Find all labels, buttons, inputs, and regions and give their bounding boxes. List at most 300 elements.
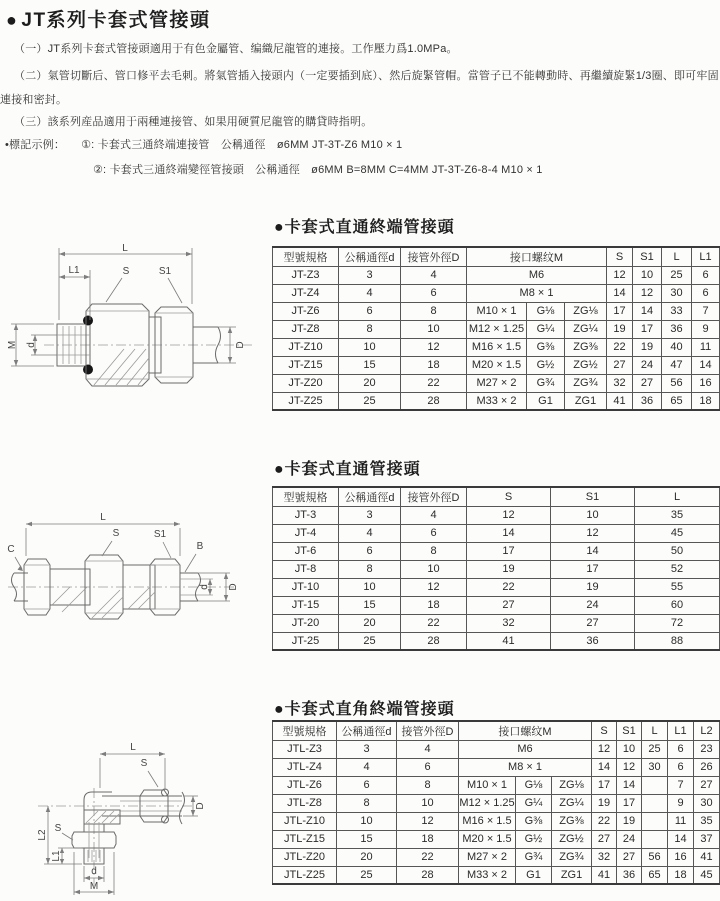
- table-cell: 12: [633, 284, 662, 302]
- table-cell: 36: [633, 392, 662, 410]
- table-cell: 12: [401, 338, 467, 356]
- table-cell: M27 × 2: [467, 374, 527, 392]
- table-cell: 8: [337, 794, 397, 812]
- table-cell: 8: [339, 320, 401, 338]
- table-cell: 15: [337, 830, 397, 848]
- table-cell: 33: [662, 302, 692, 320]
- column-header: S: [467, 487, 551, 506]
- table-cell: G¾: [527, 374, 565, 392]
- table-cell: 17: [617, 794, 642, 812]
- table-cell: 4: [339, 284, 401, 302]
- dim-label-D: D: [195, 802, 206, 810]
- table-cell: JTL-Z15: [273, 830, 337, 848]
- table-cell: 27: [633, 374, 662, 392]
- table-cell: 7: [692, 302, 720, 320]
- section-title-straight-terminal: [274, 214, 455, 237]
- table-cell: JTL-Z25: [273, 866, 337, 884]
- table-row: [273, 266, 720, 284]
- section-title-text: 卡套式直角終端管接頭: [284, 701, 455, 718]
- table-cell: 22: [401, 374, 467, 392]
- table-cell: 4: [397, 740, 459, 758]
- column-header: L2: [694, 721, 720, 740]
- table-cell: 27: [551, 614, 635, 632]
- table-cell: 14: [692, 356, 720, 374]
- table-cell: 40: [662, 338, 692, 356]
- dim-label-m: M: [7, 340, 18, 350]
- table-cell: 6: [339, 542, 401, 560]
- column-header: S1: [633, 247, 662, 266]
- table-cell: ZG¼: [565, 320, 607, 338]
- dim-label-d: d: [26, 342, 37, 348]
- ferrule-ball: [162, 789, 169, 796]
- marking-example-label: •標記示例：: [5, 139, 66, 151]
- intro-para-1: （一）JT系列卡套式管接頭適用于有色金屬管、编織尼龍管的連接。工作壓力爲1.0MPa。: [14, 43, 458, 55]
- table-cell: ZG⅜: [565, 338, 607, 356]
- table-cell: 27: [617, 848, 642, 866]
- column-header: 接管外徑D: [401, 487, 467, 506]
- column-header: S: [607, 247, 633, 266]
- dim-label-b: B: [196, 541, 204, 552]
- table-cell: 36: [551, 632, 635, 650]
- table-cell: 27: [592, 830, 617, 848]
- table-cell: 19: [617, 812, 642, 830]
- column-header: 公稱通徑d: [339, 247, 401, 266]
- table-cell: 45: [694, 866, 720, 884]
- table-cell: M16 × 1.5: [467, 338, 527, 356]
- table-cell: ZG¼: [552, 794, 592, 812]
- right-angle-table: [272, 720, 720, 885]
- table-cell: 6: [401, 284, 467, 302]
- table-cell: JT-Z4: [273, 284, 339, 302]
- dim-label-s: S: [122, 266, 130, 277]
- dim-label-l2: L2: [37, 829, 48, 841]
- table-cell: 10: [339, 338, 401, 356]
- table-cell: 6: [668, 740, 694, 758]
- table-row: [273, 320, 720, 338]
- intro-para-2: （二）氣管切斷后、管口修平去毛刺。將氣管插入接頭内（一定要插到底）、然后旋緊管帽。當管子已不能轉動時、再繼續旋緊1/3圈、即可牢固連接和密封。: [0, 70, 719, 106]
- table-cell: 25: [339, 632, 401, 650]
- table-cell: 17: [607, 302, 633, 320]
- table-cell: M16 × 1.5: [459, 812, 516, 830]
- table-cell: 12: [617, 758, 642, 776]
- table-cell: G1: [516, 866, 552, 884]
- straight-union-table: [272, 486, 720, 651]
- marking-example-line1: [5, 136, 402, 152]
- table-row: [273, 284, 720, 302]
- table-cell: 22: [592, 812, 617, 830]
- table-cell: 28: [401, 392, 467, 410]
- table-cell: 32: [467, 614, 551, 632]
- table-cell: M6: [459, 740, 592, 758]
- table-cell: 14: [617, 776, 642, 794]
- table-row: [273, 614, 720, 632]
- table-cell: 10: [337, 812, 397, 830]
- table-row: [273, 356, 720, 374]
- table-cell: 10: [551, 506, 635, 524]
- section-title-text: 卡套式直通終端管接頭: [284, 219, 455, 236]
- table-row: [273, 374, 720, 392]
- table-cell: 3: [337, 740, 397, 758]
- column-header: 公稱通徑d: [339, 487, 401, 506]
- section-bullet-icon: ●: [274, 219, 285, 236]
- column-header: 型號規格: [273, 721, 337, 740]
- table-cell: 19: [467, 560, 551, 578]
- dim-label-s1: S1: [158, 266, 172, 277]
- table-cell: 15: [339, 356, 401, 374]
- table-cell: 28: [401, 632, 467, 650]
- table-cell: 18: [401, 356, 467, 374]
- table-cell: ZG½: [552, 830, 592, 848]
- dim-label-s: S: [112, 528, 120, 539]
- table-cell: M8 × 1: [459, 758, 592, 776]
- table-cell: 14: [668, 830, 694, 848]
- table-cell: 8: [397, 776, 459, 794]
- table-cell: 25: [337, 866, 397, 884]
- table-row: [273, 812, 720, 830]
- table-cell: 10: [401, 560, 467, 578]
- table-cell: JT-6: [273, 542, 339, 560]
- table-cell: 20: [339, 614, 401, 632]
- table-cell: 27: [607, 356, 633, 374]
- table-row: [273, 506, 720, 524]
- table-cell: 22: [607, 338, 633, 356]
- section-title-straight-union: [274, 456, 421, 479]
- table-cell: 36: [662, 320, 692, 338]
- ferrule-ball: [162, 816, 169, 823]
- o-ring-seal: [83, 365, 93, 375]
- diagram-straight-union-fitting: [2, 480, 267, 658]
- table-cell: JT-20: [273, 614, 339, 632]
- table-cell: 88: [635, 632, 720, 650]
- page-title: [6, 5, 211, 32]
- table-row: [273, 578, 720, 596]
- table-cell: 19: [633, 338, 662, 356]
- table-cell: [642, 830, 668, 848]
- column-header: 型號規格: [273, 487, 339, 506]
- table-cell: JT-25: [273, 632, 339, 650]
- table-cell: JTL-Z3: [273, 740, 337, 758]
- table-cell: JT-4: [273, 524, 339, 542]
- column-header: L1: [668, 721, 694, 740]
- table-cell: 19: [551, 578, 635, 596]
- intro-para-3: （三）該系列産品適用于兩種連接管、如果用硬質尼龍管的購貸時指明。: [14, 116, 373, 128]
- straight-terminal-drawing: [2, 240, 267, 408]
- table-cell: 9: [692, 320, 720, 338]
- table-cell: 27: [467, 596, 551, 614]
- table-cell: G⅛: [527, 302, 565, 320]
- o-ring-seal: [83, 316, 93, 326]
- table-cell: 6: [692, 266, 720, 284]
- section-title-right-angle: [274, 696, 455, 719]
- table-row: [273, 302, 720, 320]
- table-cell: 18: [668, 866, 694, 884]
- table-cell: ZG½: [565, 356, 607, 374]
- table-row: [273, 632, 720, 650]
- straight-terminal-table: [272, 246, 720, 411]
- table-row: [273, 740, 720, 758]
- table-cell: 14: [467, 524, 551, 542]
- table-cell: 41: [467, 632, 551, 650]
- table-row: [273, 596, 720, 614]
- table-cell: 32: [607, 374, 633, 392]
- table-cell: 35: [694, 812, 720, 830]
- table-cell: JT-Z10: [273, 338, 339, 356]
- column-header: S: [592, 721, 617, 740]
- table-cell: 6: [692, 284, 720, 302]
- table-cell: M10 × 1: [459, 776, 516, 794]
- table-cell: 20: [337, 848, 397, 866]
- table-cell: M8 × 1: [467, 284, 607, 302]
- column-header: 型號規格: [273, 247, 339, 266]
- table-cell: 60: [635, 596, 720, 614]
- table-cell: ZG⅜: [552, 812, 592, 830]
- table-cell: JTL-Z10: [273, 812, 337, 830]
- table-cell: ZG⅛: [565, 302, 607, 320]
- page-title-text: JT系列卡套式管接頭: [21, 10, 211, 31]
- marking-example-2: ②: 卡套式三通終端變徑管接頭 公稱通徑 ø6MM B=8MM C=4MM JT-3T-Z6-8-4 M10 × 1: [93, 164, 543, 176]
- table-cell: 10: [397, 794, 459, 812]
- table-cell: G½: [516, 830, 552, 848]
- table-cell: JT-Z8: [273, 320, 339, 338]
- table-cell: 41: [592, 866, 617, 884]
- table-cell: JTL-Z4: [273, 758, 337, 776]
- dim-label-d: d: [91, 866, 97, 877]
- dim-label-m: M: [89, 881, 99, 892]
- table-cell: 18: [401, 596, 467, 614]
- table-cell: G½: [527, 356, 565, 374]
- column-header: 接管外徑D: [397, 721, 459, 740]
- table-cell: 37: [694, 830, 720, 848]
- table-cell: M20 × 1.5: [467, 356, 527, 374]
- table-cell: ZG1: [552, 866, 592, 884]
- table-cell: 16: [692, 374, 720, 392]
- diagram-straight-terminal-fitting: [2, 240, 267, 408]
- table-cell: 19: [607, 320, 633, 338]
- table-cell: M27 × 2: [459, 848, 516, 866]
- table-cell: 4: [337, 758, 397, 776]
- table-cell: ZG1: [565, 392, 607, 410]
- table-cell: G⅜: [516, 812, 552, 830]
- table-cell: 7: [668, 776, 694, 794]
- dim-label-l: L: [100, 512, 106, 523]
- table-cell: 6: [337, 776, 397, 794]
- table-cell: G1: [527, 392, 565, 410]
- table-cell: G¼: [516, 794, 552, 812]
- table-cell: 10: [401, 320, 467, 338]
- table-row: [273, 542, 720, 560]
- dim-label-s: S: [140, 758, 148, 769]
- table-cell: 30: [662, 284, 692, 302]
- table-cell: 41: [694, 848, 720, 866]
- dim-label-l1: L1: [68, 265, 80, 276]
- table-cell: 4: [339, 524, 401, 542]
- marking-example-1: ①: 卡套式三通終端連接管 公稱通徑 ø6MM JT-3T-Z6 M10 × 1: [81, 139, 403, 151]
- table-cell: M33 × 2: [459, 866, 516, 884]
- table-cell: G¼: [527, 320, 565, 338]
- table-cell: 8: [401, 302, 467, 320]
- section-title-text: 卡套式直通管接頭: [284, 461, 421, 478]
- table-cell: M10 × 1: [467, 302, 527, 320]
- table-cell: 6: [397, 758, 459, 776]
- column-header: L: [642, 721, 668, 740]
- table-cell: [642, 812, 668, 830]
- diagram-right-angle-fitting: [2, 700, 267, 898]
- table-cell: M12 × 1.25: [459, 794, 516, 812]
- table-cell: 10: [633, 266, 662, 284]
- table-cell: [642, 776, 668, 794]
- table-cell: 17: [633, 320, 662, 338]
- table-cell: 8: [339, 560, 401, 578]
- table-cell: 32: [592, 848, 617, 866]
- table-cell: ZG⅛: [552, 776, 592, 794]
- table-cell: 4: [401, 506, 467, 524]
- table-cell: 26: [694, 758, 720, 776]
- table-cell: 30: [642, 758, 668, 776]
- column-header: L: [662, 247, 692, 266]
- table-cell: 17: [467, 542, 551, 560]
- table-cell: 65: [642, 866, 668, 884]
- table-cell: 25: [642, 740, 668, 758]
- table-cell: JT-10: [273, 578, 339, 596]
- table-cell: 12: [607, 266, 633, 284]
- table-cell: G¾: [516, 848, 552, 866]
- table-cell: 12: [401, 578, 467, 596]
- table-cell: 47: [662, 356, 692, 374]
- dim-label-s2: S: [54, 823, 62, 834]
- column-header: 接口螺纹M: [467, 247, 607, 266]
- table-cell: 6: [401, 524, 467, 542]
- table-cell: 35: [635, 506, 720, 524]
- table-cell: 22: [467, 578, 551, 596]
- section-bullet-icon: ●: [274, 701, 285, 718]
- table-cell: 15: [339, 596, 401, 614]
- table-cell: JT-15: [273, 596, 339, 614]
- table-cell: 41: [607, 392, 633, 410]
- title-bullet-icon: ●: [6, 10, 19, 30]
- dim-label-l: L: [130, 742, 136, 753]
- header-row: [273, 721, 720, 740]
- column-header: S1: [617, 721, 642, 740]
- table-cell: 11: [692, 338, 720, 356]
- table-cell: 12: [551, 524, 635, 542]
- table-cell: ZG¾: [552, 848, 592, 866]
- section-bullet-icon: ●: [274, 461, 285, 478]
- table-cell: 28: [397, 866, 459, 884]
- table-row: [273, 560, 720, 578]
- table-cell: 55: [635, 578, 720, 596]
- table-cell: 27: [694, 776, 720, 794]
- header-row: [273, 247, 720, 266]
- table-cell: JT-Z3: [273, 266, 339, 284]
- header-row: [273, 487, 720, 506]
- table-cell: 8: [401, 542, 467, 560]
- dim-label-s1: S1: [153, 529, 167, 540]
- dim-label-l: L: [122, 243, 128, 254]
- table-cell: 10: [617, 740, 642, 758]
- dim-label-D: D: [235, 341, 246, 349]
- table-cell: 17: [551, 560, 635, 578]
- table-row: [273, 830, 720, 848]
- table-cell: 12: [592, 740, 617, 758]
- table-cell: 4: [401, 266, 467, 284]
- table-cell: JTL-Z20: [273, 848, 337, 866]
- dim-label-D: D: [228, 583, 239, 591]
- table-row: [273, 794, 720, 812]
- table-cell: 16: [668, 848, 694, 866]
- table-cell: 72: [635, 614, 720, 632]
- table-cell: 24: [551, 596, 635, 614]
- table-cell: 23: [694, 740, 720, 758]
- table-cell: 14: [633, 302, 662, 320]
- table-cell: 30: [694, 794, 720, 812]
- table-cell: 56: [642, 848, 668, 866]
- table-cell: G⅜: [527, 338, 565, 356]
- table-row: [273, 524, 720, 542]
- table-row: [273, 338, 720, 356]
- table-row: [273, 758, 720, 776]
- table-cell: 45: [635, 524, 720, 542]
- dim-label-c: C: [7, 544, 15, 555]
- table-cell: 11: [668, 812, 694, 830]
- table-cell: JT-3: [273, 506, 339, 524]
- table-cell: M12 × 1.25: [467, 320, 527, 338]
- column-header: 接口螺纹M: [459, 721, 592, 740]
- table-cell: JT-Z20: [273, 374, 339, 392]
- table-cell: [642, 794, 668, 812]
- table-cell: M33 × 2: [467, 392, 527, 410]
- table-cell: M20 × 1.5: [459, 830, 516, 848]
- table-cell: 25: [662, 266, 692, 284]
- table-row: [273, 866, 720, 884]
- table-cell: 14: [607, 284, 633, 302]
- table-cell: 3: [339, 266, 401, 284]
- column-header: L1: [692, 247, 720, 266]
- table-cell: JT-8: [273, 560, 339, 578]
- table-cell: 12: [467, 506, 551, 524]
- table-cell: ZG¾: [565, 374, 607, 392]
- column-header: 接管外徑D: [401, 247, 467, 266]
- table-row: [273, 392, 720, 410]
- dim-label-l1: L1: [51, 850, 62, 862]
- table-cell: 24: [633, 356, 662, 374]
- table-cell: 18: [692, 392, 720, 410]
- table-cell: 17: [592, 776, 617, 794]
- table-cell: 19: [592, 794, 617, 812]
- right-angle-drawing: [2, 700, 267, 898]
- table-cell: 6: [668, 758, 694, 776]
- table-cell: JT-Z6: [273, 302, 339, 320]
- table-cell: 24: [617, 830, 642, 848]
- table-cell: 10: [339, 578, 401, 596]
- table-cell: 22: [401, 614, 467, 632]
- column-header: L: [635, 487, 720, 506]
- table-cell: JTL-Z8: [273, 794, 337, 812]
- table-cell: G⅛: [516, 776, 552, 794]
- table-cell: 9: [668, 794, 694, 812]
- table-cell: JT-Z25: [273, 392, 339, 410]
- straight-union-drawing: [2, 480, 267, 658]
- table-row: [273, 776, 720, 794]
- column-header: 公稱通徑d: [337, 721, 397, 740]
- table-cell: 18: [397, 830, 459, 848]
- table-cell: 52: [635, 560, 720, 578]
- table-cell: 65: [662, 392, 692, 410]
- table-cell: 6: [339, 302, 401, 320]
- table-cell: 14: [592, 758, 617, 776]
- table-cell: M6: [467, 266, 607, 284]
- table-cell: 22: [397, 848, 459, 866]
- table-cell: 12: [397, 812, 459, 830]
